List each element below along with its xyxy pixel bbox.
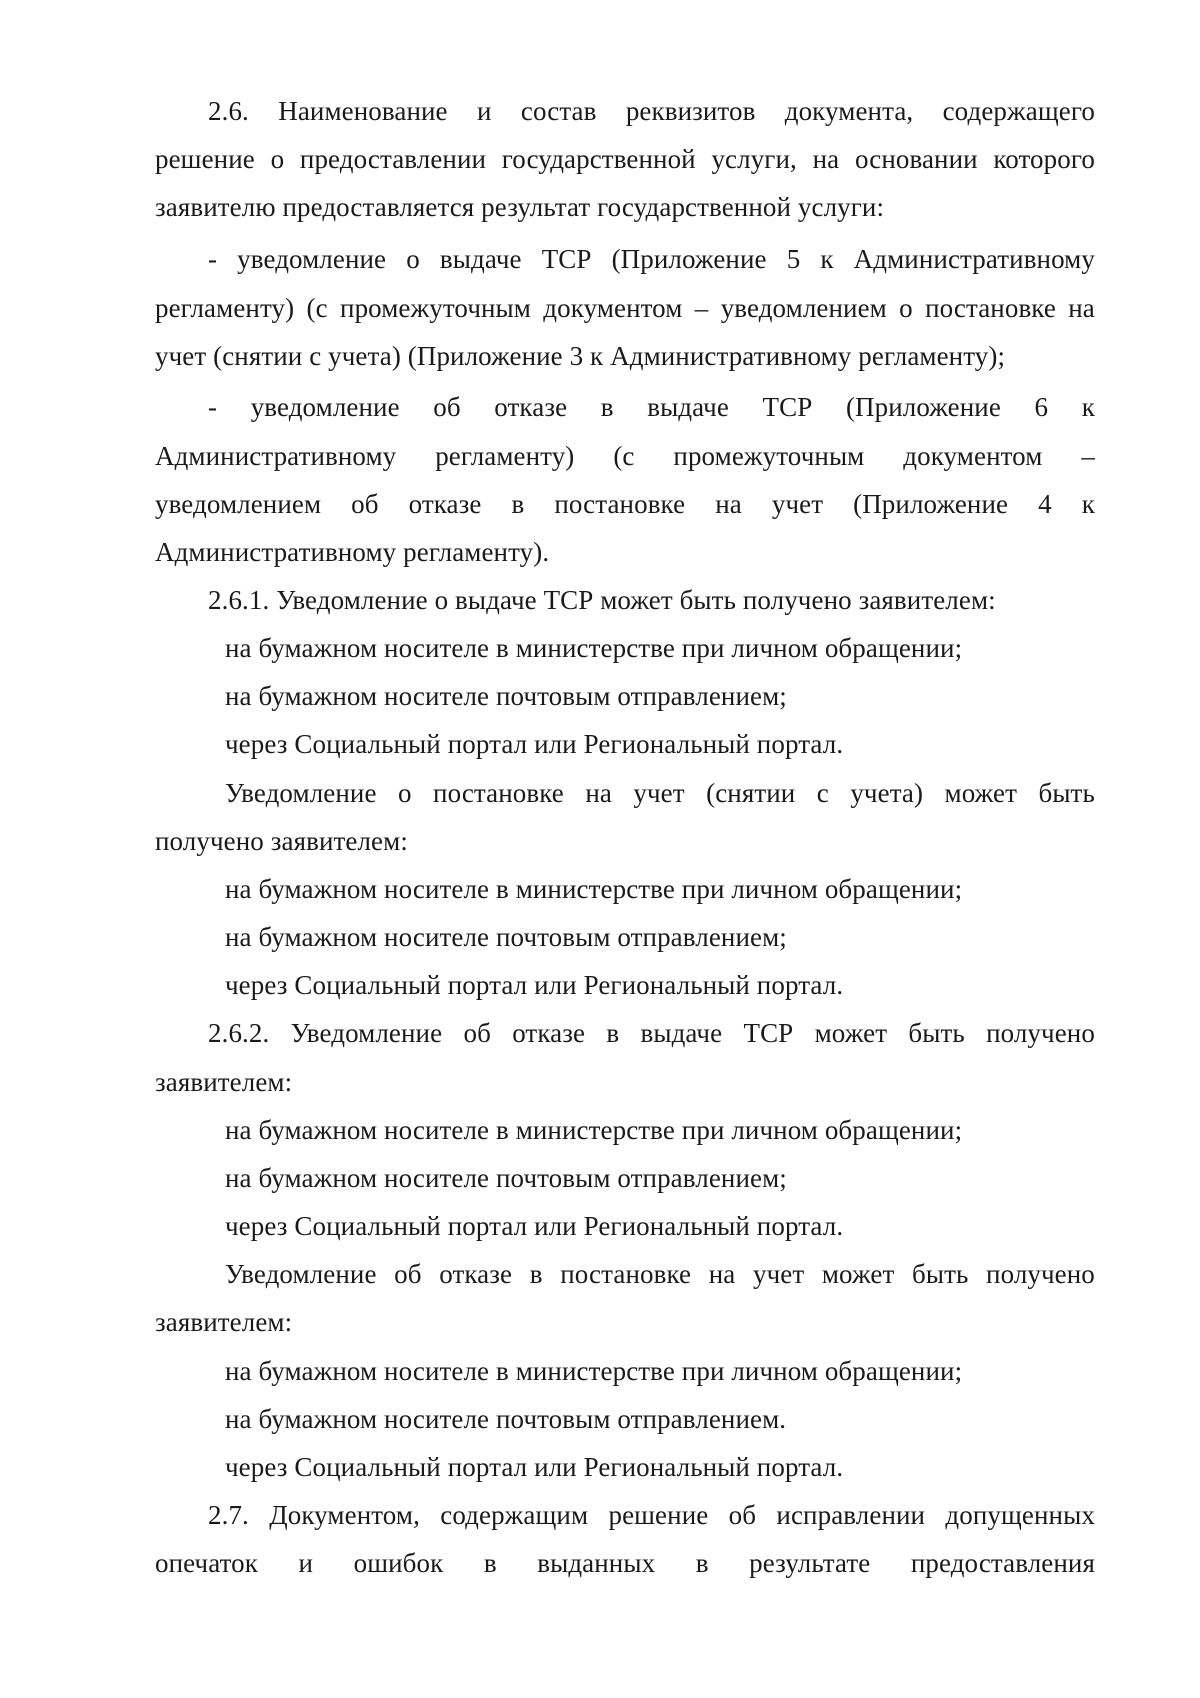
word: (с	[306, 293, 328, 323]
word: (Приложение	[845, 392, 1001, 422]
word: ТСР	[743, 1018, 794, 1048]
text-line: на бумажном носителе почтовым отправлением;	[225, 922, 787, 952]
text-line	[208, 243, 1095, 275]
word: которого	[993, 144, 1095, 174]
word: отказе	[408, 489, 482, 519]
text-line: заявителем:	[155, 1067, 293, 1097]
word: -	[208, 244, 218, 274]
text-line: через Социальный портал или Региональный портал.	[225, 1211, 844, 1241]
text-line: через Социальный портал или Региональный портал.	[225, 970, 844, 1000]
word: о	[397, 778, 412, 808]
word: выдаче	[647, 392, 729, 422]
word: 4	[1038, 489, 1052, 519]
word: выданных	[537, 1548, 656, 1578]
word: к	[1081, 489, 1095, 519]
word: 2.7.	[208, 1500, 249, 1530]
word: предоставлении	[299, 144, 487, 174]
word: 2.6.	[208, 96, 249, 126]
word: может	[944, 778, 1018, 808]
word: быть	[908, 1018, 965, 1048]
word: 5	[786, 244, 801, 274]
word: и	[298, 1548, 314, 1578]
word: Документом,	[269, 1500, 420, 1530]
word: постановке	[433, 778, 564, 808]
word: с	[816, 778, 829, 808]
text-line: через Социальный портал или Региональный портал.	[225, 729, 844, 759]
word: на	[812, 144, 840, 174]
word: к	[820, 244, 834, 274]
word: Уведомление	[290, 1018, 443, 1048]
word: получено	[986, 1018, 1095, 1048]
text-line: на бумажном носителе в министерстве при личном обращении;	[225, 1115, 963, 1145]
word: постановке	[560, 1259, 692, 1289]
word: результате	[749, 1548, 871, 1578]
word: уведомлением	[155, 489, 322, 519]
word: Уведомление	[225, 1259, 377, 1289]
word: (с	[613, 441, 635, 471]
text-line: заявителю предоставляется результат государственной услуги:	[155, 192, 885, 222]
text-line: 2.6.1. Уведомление о выдаче ТСР может быть получено заявителем:	[208, 585, 996, 615]
word: промежуточным	[340, 293, 531, 323]
word: отказе	[494, 392, 568, 422]
word: учет	[752, 1259, 805, 1289]
word: к	[1081, 392, 1095, 422]
text-line	[155, 488, 1095, 520]
text-line	[155, 143, 1095, 175]
word: -	[208, 392, 218, 422]
word: –	[694, 293, 709, 323]
word: на	[585, 778, 612, 808]
word: 6	[1034, 392, 1049, 422]
text-line: через Социальный портал или Региональный портал.	[225, 1452, 844, 1482]
word: в	[529, 1259, 543, 1289]
word: отказе	[439, 1259, 513, 1289]
word: может	[814, 1018, 888, 1048]
word: документом	[543, 293, 683, 323]
word: об	[463, 1018, 491, 1048]
word: об	[394, 1259, 422, 1289]
word: Уведомление	[225, 778, 377, 808]
word: о	[899, 293, 913, 323]
word: исправлении	[776, 1500, 926, 1530]
text-line	[225, 1258, 1095, 1290]
word: основании	[854, 144, 978, 174]
word: ТСР	[762, 392, 813, 422]
text-line: на бумажном носителе почтовым отправлением.	[225, 1404, 787, 1434]
word: Административному	[853, 244, 1095, 274]
word: Административному	[155, 441, 397, 471]
word: документом	[903, 441, 1043, 471]
text-line	[208, 1017, 1095, 1049]
text-line	[208, 95, 1095, 127]
word: состав	[520, 96, 597, 126]
word: 2.6.2.	[208, 1018, 270, 1048]
text-line	[225, 777, 1095, 809]
word: содержащим	[440, 1500, 589, 1530]
text-line	[155, 440, 1095, 472]
word: содержащего	[942, 96, 1095, 126]
text-line: учет (снятии с учета) (Приложение 3 к Административному регламенту);	[155, 341, 1006, 371]
word: предоставления	[910, 1548, 1095, 1578]
word: Наименование	[278, 96, 448, 126]
word: промежуточным	[673, 441, 865, 471]
word: на	[708, 1259, 736, 1289]
word: выдаче	[640, 1018, 723, 1048]
text-line: на бумажном носителе почтовым отправлением;	[225, 681, 787, 711]
word: в	[695, 1548, 709, 1578]
word: отказе	[512, 1018, 586, 1048]
text-line: на бумажном носителе в министерстве при личном обращении;	[225, 874, 963, 904]
word: уведомление	[250, 392, 400, 422]
word: выдаче	[439, 244, 522, 274]
word: –	[1081, 441, 1095, 471]
word: в	[606, 1018, 620, 1048]
text-line: на бумажном носителе в министерстве при личном обращении;	[225, 633, 963, 663]
word: (Приложение	[853, 489, 1009, 519]
text-line	[208, 1499, 1095, 1531]
word: об	[433, 392, 461, 422]
word: о	[270, 144, 285, 174]
word: быть	[1038, 778, 1095, 808]
word: допущенных	[945, 1500, 1095, 1530]
word: регламенту)	[155, 293, 295, 323]
word: реквизитов	[625, 96, 756, 126]
text-line	[155, 292, 1095, 324]
word: и	[476, 96, 492, 126]
word: об	[728, 1500, 757, 1530]
text-line: на бумажном носителе в министерстве при личном обращении;	[225, 1356, 963, 1386]
word: на	[1068, 293, 1095, 323]
word: учета)	[850, 778, 924, 808]
word: государственной	[501, 144, 696, 174]
word: документа,	[784, 96, 914, 126]
word: быть	[912, 1259, 969, 1289]
word: на	[715, 489, 742, 519]
word: о	[406, 244, 420, 274]
word: учет	[771, 489, 824, 519]
text-line: заявителем:	[155, 1307, 293, 1337]
word: регламенту)	[435, 441, 575, 471]
word: ошибок	[353, 1548, 444, 1578]
text-line	[208, 391, 1095, 423]
word: решение	[155, 144, 255, 174]
word: опечаток	[155, 1548, 258, 1578]
word: получено	[986, 1259, 1095, 1289]
word: (Приложение	[611, 244, 767, 274]
word: решение	[608, 1500, 709, 1530]
text-line	[155, 1547, 1095, 1579]
word: в	[511, 489, 525, 519]
word: постановке	[554, 489, 686, 519]
word: об	[351, 489, 379, 519]
word: ТСР	[541, 244, 592, 274]
word: учет	[633, 778, 685, 808]
word: (снятии	[706, 778, 796, 808]
text-line: Административному регламенту).	[155, 537, 550, 567]
word: уведомлением	[720, 293, 887, 323]
word: постановке	[925, 293, 1056, 323]
word: уведомление	[237, 244, 387, 274]
text-line: на бумажном носителе почтовым отправлением;	[225, 1163, 787, 1193]
word: в	[483, 1548, 497, 1578]
word: может	[821, 1259, 895, 1289]
text-line: получено заявителем:	[155, 826, 408, 856]
word: в	[600, 392, 614, 422]
word: услуги,	[711, 144, 797, 174]
